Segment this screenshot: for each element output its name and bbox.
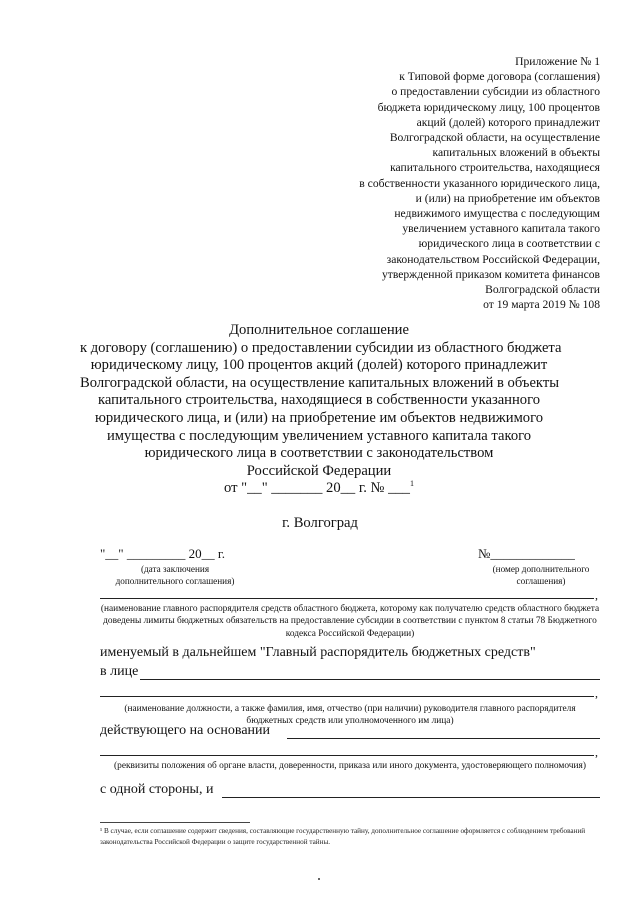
requisites-line[interactable] (100, 755, 594, 756)
in-person-label: в лице (100, 664, 139, 679)
comma: , (595, 686, 598, 700)
appendix-line: о предоставлении субсидии из областного (391, 85, 600, 99)
distributor-name-line[interactable] (100, 598, 594, 599)
appendix-line: утвержденной приказом комитета финансов (381, 267, 600, 281)
title-line: Дополнительное соглашение (229, 322, 409, 338)
title-line: Волгоградской области, на осуществление капитальных вложений в объекты (80, 374, 559, 391)
footnote-mark: 1 (409, 479, 414, 489)
city: г. Волгоград (282, 515, 358, 531)
appendix-line: в собственности указанного юридического лица, (359, 176, 600, 190)
other-party-line[interactable] (222, 797, 600, 798)
caption-line: дополнительного соглашения) (115, 576, 235, 586)
appendix-line: недвижимого имущества с последующим (394, 207, 600, 221)
official-name-caption: (наименование должности, а также фамилия, имя, отчество (при наличии) руководителя главного распорядителя бюджетных средств или уполномоченного им лица) (124, 704, 576, 727)
appendix-line: капитального строительства, находящиеся (390, 161, 600, 175)
acting-basis-line[interactable] (287, 738, 600, 739)
title-line: капитального строительства, находящиеся в собственности указанного (97, 392, 541, 409)
appendix-line: капитальных вложений в объекты (432, 146, 600, 160)
footnote: ¹ В случае, если соглашение содержит сведения, составляющие государственную тайну, дополнительное соглашение оформляется с соблюдением требований законодательства Российской Федерации о защите государственной тайны. (100, 827, 586, 846)
appendix-line: к Типовой форме договора (соглашения) (399, 70, 600, 84)
caption-line: соглашения) (516, 576, 566, 586)
document-title (80, 322, 562, 498)
agreement-date-caption (100, 563, 250, 587)
comma: , (595, 588, 598, 602)
requisites-caption: (реквизиты положения об органе власти, доверенности, приказа или иного документа, удостоверяющего полномочия) (114, 761, 586, 771)
appendix-line: Приложение № 1 (515, 55, 600, 68)
title-line: к договору (соглашению) о предоставлении субсидии из областного бюджета (80, 339, 562, 356)
appendix-header (300, 54, 600, 312)
official-name-line[interactable] (100, 696, 594, 697)
title-line: юридического лица в соответствии с законодательством (144, 445, 494, 462)
title-line: юридическому лицу, 100 процентов акций (долей) которого принадлежит (90, 357, 548, 374)
caption-line: (номер дополнительного (492, 564, 590, 574)
comma: , (595, 745, 598, 759)
appendix-line: Волгоградской области, на осуществление (389, 131, 600, 145)
title-dateline (80, 480, 558, 498)
one-side-label: с одной стороны, и (100, 782, 214, 797)
caption-line: (дата заключения (140, 564, 210, 574)
acting-basis-label: действующего на основании (100, 723, 271, 738)
footnote-separator (100, 822, 250, 823)
named-as-line: именуемый в дальнейшем "Главный распорядитель бюджетных средств" (100, 645, 536, 660)
appendix-line: увеличением уставного капитала такого (402, 222, 600, 236)
title-line: юридического лица, и (или) на приобретение им объектов недвижимого (94, 409, 544, 426)
title-dateline-text: от "__" _______ 20__ г. № ___ (224, 480, 410, 497)
title-line: имущества с последующим увеличением уставного капитала такого (106, 427, 532, 444)
appendix-line: акций (долей) которого принадлежит (416, 115, 600, 129)
agreement-number-field[interactable]: №_____________ (478, 546, 575, 561)
appendix-line: от 19 марта 2019 № 108 (483, 298, 600, 312)
appendix-line: бюджета юридическому лицу, 100 процентов (377, 100, 600, 114)
appendix-line: и (или) на приобретение им объектов (415, 191, 600, 205)
agreement-number-caption (478, 563, 604, 587)
scan-dot (318, 878, 320, 880)
appendix-line: законодательством Российской Федерации, (386, 252, 600, 266)
title-line: Российской Федерации (246, 462, 392, 479)
appendix-line: Волгоградской области (485, 283, 600, 297)
appendix-line: юридического лица в соответствии с (418, 237, 600, 251)
agreement-date-field[interactable]: "__" _________ 20__ г. (100, 546, 225, 561)
in-person-line[interactable] (140, 679, 600, 680)
distributor-name-caption: (наименование главного распорядителя средств областного бюджета, которому как получателю средств областного бюджета доведены лимиты бюджетных обязательств на предоставление субсидии в соответствии с пунктом 8 статьи 78 Бюджетного кодекса Российской Федерации) (100, 604, 600, 639)
